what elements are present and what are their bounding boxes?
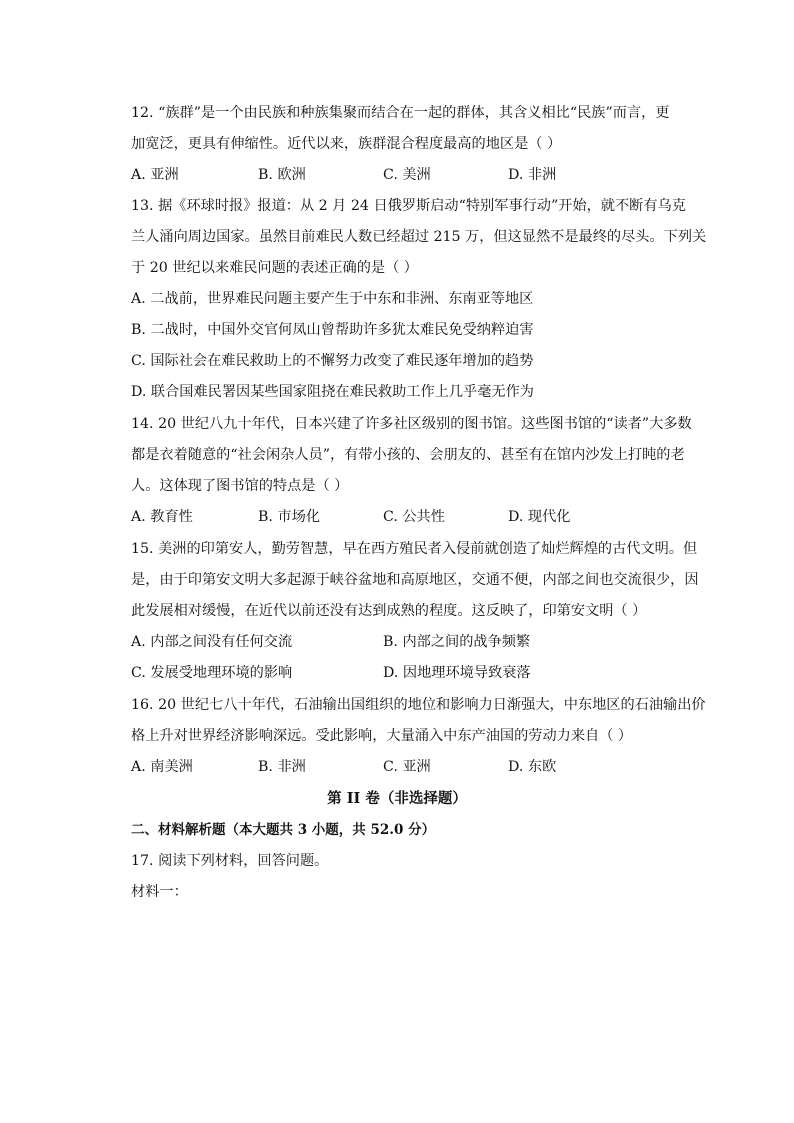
question-12-options	[131, 165, 697, 185]
option-a: A. 南美洲	[131, 759, 193, 775]
option-b: B. 内部之间的战争频繁	[383, 634, 531, 650]
question-12-line-2: 加宽泛，更具有伸缩性。近代以来，族群混合程度最高的地区是（ ）	[131, 136, 562, 152]
question-15-line-2: 是，由于印第安文明大多起源于峡谷盆地和高原地区，交通不便，内部之间也交流很少，因	[131, 572, 699, 588]
option-a: A. 亚洲	[131, 167, 179, 183]
question-14-line-3: 人。这体现了图书馆的特点是（ ）	[131, 478, 349, 494]
question-16-line-2: 格上升对世界经济影响深远。受此影响，大量涌入中东产油国的劳动力来自（ ）	[131, 728, 633, 744]
question-14-line-2: 都是衣着随意的“社会闲杂人员”，有带小孩的、会朋友的、甚至有在馆内沙发上打盹的老	[131, 447, 685, 463]
option-c: C. 亚洲	[383, 759, 431, 775]
option-d: D. 非洲	[508, 167, 557, 183]
question-14-line-1: 14. 20 世纪八九十年代，日本兴建了许多社区级别的图书馆。这些图书馆的“读者”大多数	[131, 416, 692, 432]
question-17-stem: 17. 阅读下列材料，回答问题。	[131, 853, 329, 869]
material-1-label: 材料一：	[131, 884, 188, 900]
question-13-line-3: 于 20 世纪以来难民问题的表述正确的是（ ）	[131, 260, 418, 276]
question-15-options-row-2	[131, 663, 697, 683]
option-b: B. 非洲	[258, 759, 306, 775]
option-b: B. 欧洲	[258, 167, 306, 183]
question-13-line-1: 13. 据《环球时报》报道：从 2 月 24 日俄罗斯启动“特别军事行动”开始，就不断有乌克	[131, 198, 686, 214]
part-2-title: 第 II 卷（非选择题）	[327, 790, 467, 807]
section-heading: 二、材料解析题（本大题共 3 小题，共 52.0 分）	[131, 822, 436, 838]
option-d: D. 东欧	[508, 759, 557, 775]
question-13-option-c: C. 国际社会在难民救助上的不懈努力改变了难民逐年增加的趋势	[131, 353, 534, 369]
question-16-options	[131, 757, 697, 777]
question-15-line-1: 15. 美洲的印第安人，勤劳智慧，早在西方殖民者入侵前就创造了灿烂辉煌的古代文明。但	[131, 541, 698, 557]
option-b: B. 市场化	[258, 509, 321, 525]
question-12-line-1: 12. “族群”是一个由民族和种族集聚而结合在一起的群体，其含义相比“民族”而言，更	[131, 105, 670, 121]
option-c: C. 发展受地理环境的影响	[131, 665, 293, 681]
option-d: D. 现代化	[508, 509, 571, 525]
option-c: C. 公共性	[383, 509, 445, 525]
question-15-line-3: 此发展相对缓慢，在近代以前还没有达到成熟的程度。这反映了，印第安文明（ ）	[131, 603, 647, 619]
question-13-option-d: D. 联合国难民署因某些国家阻挠在难民救助工作上几乎毫无作为	[131, 384, 534, 400]
question-14-options	[131, 507, 697, 527]
question-13-option-b: B. 二战时，中国外交官何凤山曾帮助许多犹太难民免受纳粹迫害	[131, 322, 534, 338]
question-15-options-row-1	[131, 632, 697, 652]
option-c: C. 美洲	[383, 167, 431, 183]
option-a: A. 教育性	[131, 509, 193, 525]
question-13-option-a: A. 二战前，世界难民问题主要产生于中东和非洲、东南亚等地区	[131, 291, 534, 307]
option-a: A. 内部之间没有任何交流	[131, 634, 293, 650]
option-d: D. 因地理环境导致衰落	[383, 665, 531, 681]
question-13-line-2: 兰人涌向周边国家。虽然目前难民人数已经超过 215 万，但这显然不是最终的尽头。下列关	[131, 229, 707, 245]
question-16-line-1: 16. 20 世纪七八十年代，石油输出国组织的地位和影响力日渐强大，中东地区的石油输出价	[131, 697, 706, 713]
